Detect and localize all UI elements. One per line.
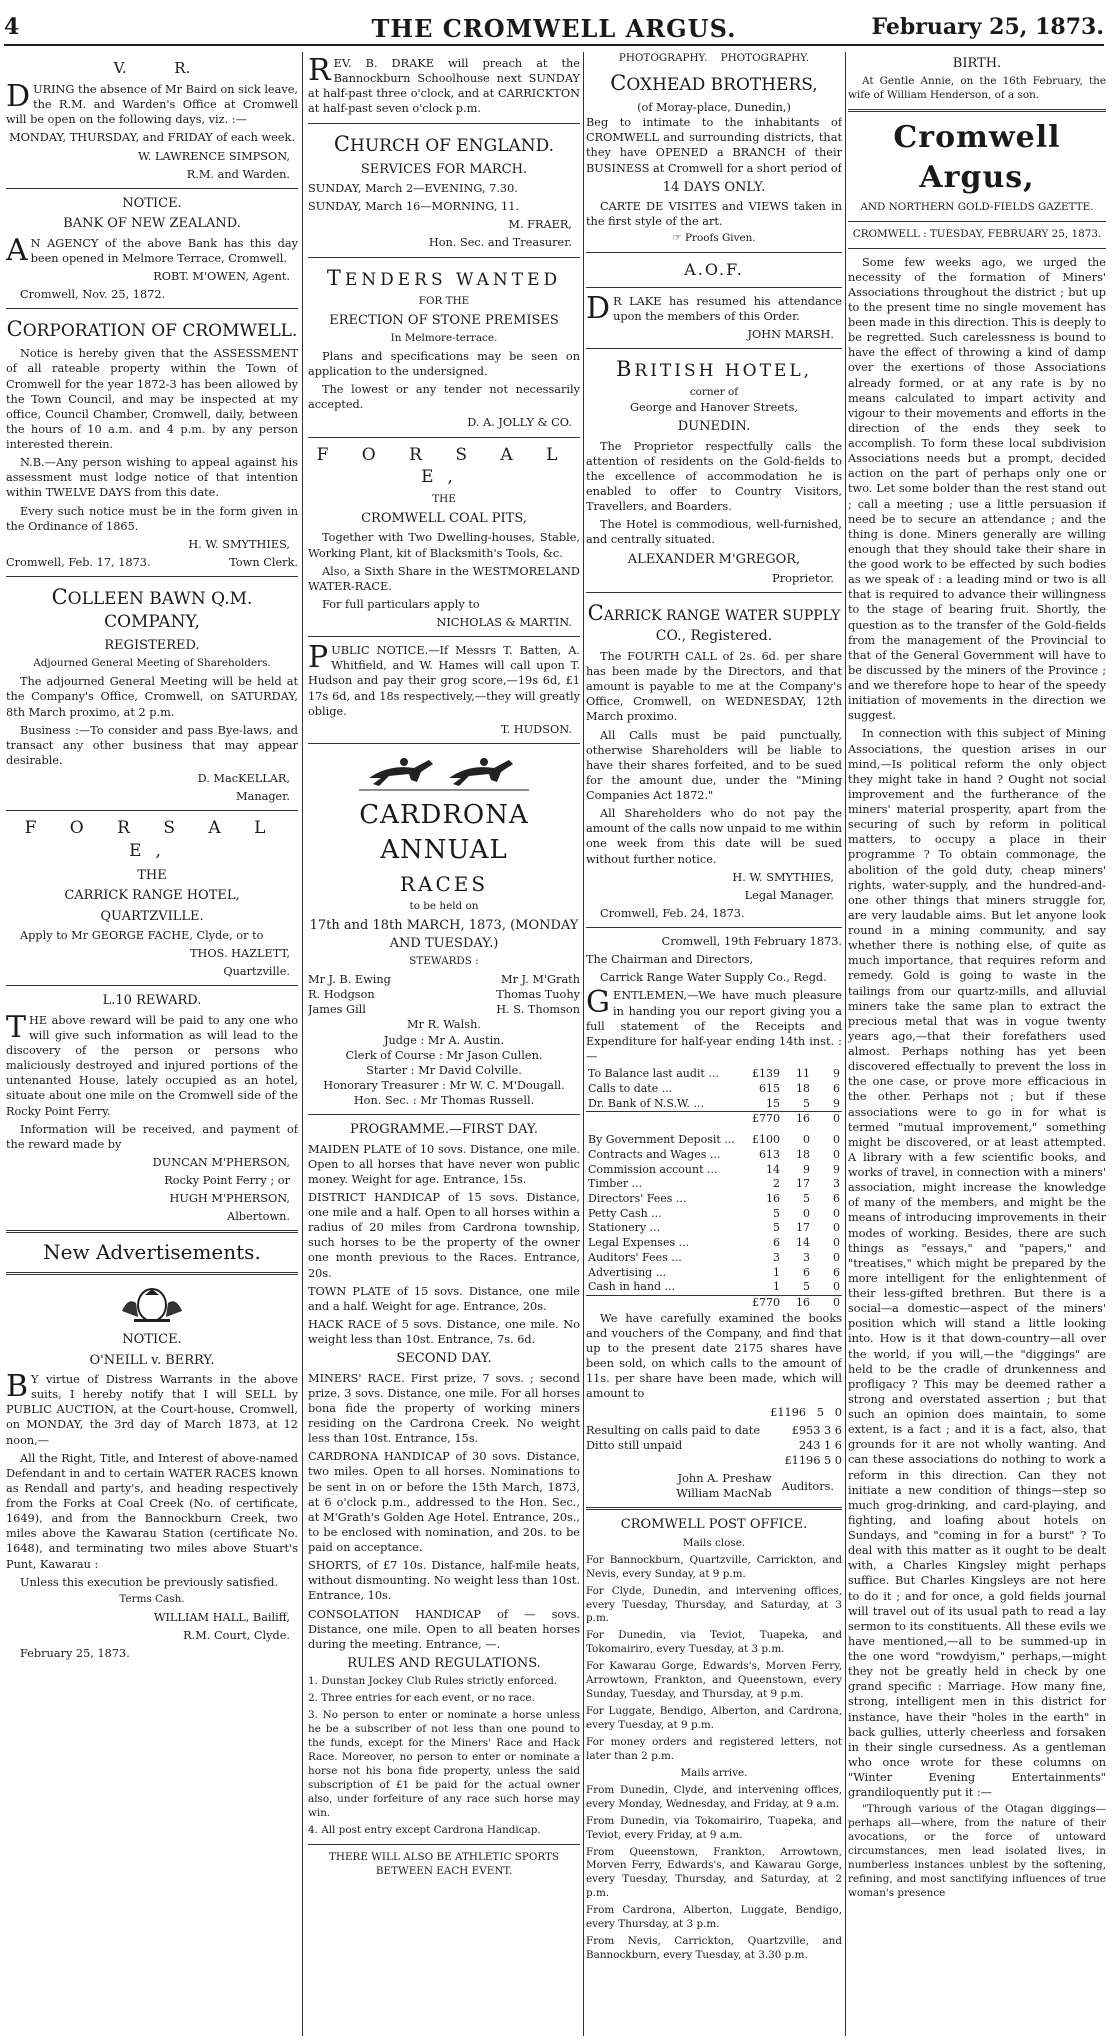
- account-row: Directors' Fees ... 16 5 6: [588, 1191, 840, 1205]
- treasurer: Honorary Treasurer : Mr W. C. M'Dougall.: [323, 1078, 565, 1092]
- coal-share: Also, a Sixth Share in the WESTMORELAND WATER-RACE.: [308, 564, 580, 593]
- warden-role: R.M. and Warden.: [186, 167, 290, 181]
- column-4: [848, 52, 1106, 2036]
- post-close-item: For Bannockburn, Quartzville, Carrickton, and Nevis, every Sunday, at 9 p.m.: [586, 1553, 842, 1580]
- terms: Terms Cash.: [119, 1592, 185, 1605]
- photography-heading: PHOTOGRAPHY. PHOTOGRAPHY.: [618, 52, 810, 64]
- church-signature: M. FRAER,: [508, 218, 572, 232]
- warden-notice-text: URING the absence of Mr Baird on sick leave, the R.M. and Warden's Office at Cromwell will be open on the following days, viz. :—: [6, 83, 298, 127]
- auction-details: All the Right, Title, and Interest of above-named Defendant in and to certain WATER RACES known as Rendall and party's, and heading respectively from the Forks at Coal Creek (No. of certificate, 1649), and from the Bannockburn Creek, two miles above the Kawarau Station (certificate No. 1648), and terminating two miles above Stuart's Punt, Kawarau :: [6, 1451, 298, 1571]
- race-item: CONSOLATION HANDICAP of — sovs. Distance, one mile. Open to all beaten horses during the meeting. Entrance, —.: [308, 1607, 580, 1651]
- editorial-dateline: CROMWELL : TUESDAY, FEBRUARY 25, 1873.: [852, 227, 1102, 240]
- audit-amount: £1196 5 0: [770, 1405, 842, 1419]
- reward-sig-1: DUNCAN M'PHERSON,: [152, 1155, 290, 1169]
- colleen-subtitle: Adjourned General Meeting of Shareholders.: [33, 657, 271, 670]
- royal-arms-icon: [112, 1281, 192, 1325]
- warden-signature: W. LAWRENCE SIMPSON,: [138, 149, 290, 163]
- legal-manager: Legal Manager.: [744, 888, 834, 902]
- auction-date: February 25, 1873.: [20, 1646, 130, 1660]
- steward: H. S. Thomson: [496, 1003, 580, 1017]
- expenditure-total: £770 16 0: [586, 1295, 842, 1311]
- fourteen-days: 14 DAYS ONLY.: [662, 179, 766, 195]
- notice-heading-2: NOTICE.: [122, 1332, 182, 1348]
- fourth-call: The FOURTH CALL of 2s. 6d. per share has been made by the Directors, and that amount is payable to me at the Company's Office, Cromwell, on WEDNESDAY, 12th March proximo.: [586, 649, 842, 724]
- reward-text: HE above reward will be paid to any one who will give such information as will lead to the discovery of the person or persons who maliciously destroyed and injured portions of the untenanted House, lately occupied as an hotel, situate about one mile on the Cromwell side of the Rocky Point Ferry.: [6, 1013, 298, 1118]
- smythies-signature: H. W. SMYTHIES,: [732, 870, 834, 884]
- post-close-item: For Kawarau Gorge, Edwards's, Morven Ferry, Arrowtown, Frankton, and Queenstown, every Sunday, Tuesday, and Thursday, at 9 p.m.: [586, 1660, 842, 1701]
- account-row: Advertising ... 1 6 6: [588, 1265, 840, 1279]
- drop-cap: T: [6, 1009, 27, 1045]
- editorial-paragraph: Some few weeks ago, we urged the necessity of the formation of Miners' Associations throughout the district ; but up to the present time no single movement has been made in this direction. This is deeply to be regretted. Such carelessness is bound to have the effect of throwing a kind of damp over the exertions of those Associations already formed, or at any rate is by no means calculated to impart activity and vigour to their movements and efforts in the direction of the ends they seek to accomplish. To form these local subdivision Associations needs but a prompt, decided action on the part of perhaps only one or two. Let some bolder than the rest stand out ; call a meeting ; use a little persuasion if need be to secure an attendance ; and the thing is done. Miners generally are willing enough that they should take their share in the good work to be effected by such bodies as we speak of : a leading mind or two is all that is required to advance their willingness to the stage of bearing fruit. Shortly, the question as to the transfer of the Gold-fields from the management of the Provincial to that of the General Government will have to be discussed by the miners of the Province ; and we therefore hope to hear of the speedy initiation of movements in the direction we suggest.: [848, 255, 1106, 723]
- aof-heading: A.O.F.: [684, 260, 744, 280]
- colleen-registered: REGISTERED.: [104, 637, 200, 653]
- auction-condition: Unless this execution be previously satisfied.: [20, 1575, 279, 1589]
- column-1: V. R. DURING the absence of Mr Baird on sick leave, the R.M. and Warden's Office at Cromwell will be open on the following days, viz. :— MONDAY, THURSDAY, and FRIDAY of each week. W. LAWRENCE SIMPSON, R.M. and Warden. NOTICE. BANK OF NEW ZEALAND. A N AGENCY of the above Bank has this day been opened in Melmore Terrace, Cromwell. ROBT. M'OWEN, Agent. Cromwell, Nov. 25, 1872. CORPORATION OF CROMWELL. Notice is hereby given that the ASSESSMENT of all rateable property within the Town of Cromwell for the year 1872-3 has been allowed by the Town Council, and may be inspected at my office, Council Chamber, Cromwell, daily, between the hours of 10 a.m. and 4 p.m. by any person interested therein. N.B.—Any person wishing to appeal against his assessment must lodge notice of that intention within TWELVE DAYS from this date. Every such notice must be in the form given in the Ordinance of 1865. H. W. SMYTHIES, Cromwell, Feb. 17, 1873. Town Clerk. COLLEEN BAWN Q.M. COMPANY, REGISTERED. Adjourned General Meeting of Shareholders. The adjourned General Meeting will be held at the Company's Office, Cromwell, on SATURDAY, 8th March proximo, at 2 p.m. Business :—To consider and pass Bye-laws, and transact any other business that may appear desirable. D. MacKELLAR, Manager. F O R S A L E, THE CARRICK RANGE HOTEL, QUARTZVILLE. Apply to Mr GEORGE FACHE, Clyde, or to THOS. HAZLETT, Quartzville. L.10 REWARD. THE above reward will be paid to any one who will give such information as will lead to the discovery of the person or persons who maliciously destroyed and injured portions of the untenanted House, lately occupied as an hotel, situate about one mile on the Cromwell side of the Rocky Point Ferry. Information will be received, and payment of the reward made by DUNCAN M'PHERSON, Rocky Point Ferry ; or HUGH M'PHERSON, Albertown. New Advertisements. NOTICE. O'NEILL v. BERRY. B Y virtue of Distress Warrants in the above suits, I hereby notify that I will SELL by PUBLIC AUCTION, at the Court-house, Cromwell, on MONDAY, the 3rd day of March 1873, at 12 noon,— All the Right, Title, and Interest of above-named Defendant in and to certain WATER RACES known as Rendall and party's, and heading respectively from the Forks at Coal Creek (No. of certificate, 1649), and from the Bannockburn Creek, two miles above the Kawarau Station (certificate No. 1648), and terminating two miles above Stuart's Punt, Kawarau : Unless this execution be previously satisfied. Terms Cash. WILLIAM HALL, Bailiff, R.M. Court, Clyde. February 25, 1873.: [6, 59, 298, 1660]
- bank-signature: ROBT. M'OWEN, Agent.: [153, 269, 290, 283]
- race-item: TOWN PLATE of 15 sovs. Distance, one mile and a half. Weight for age. Entrance, 20s.: [308, 1284, 580, 1313]
- rule-item: 4. All post entry except Cardrona Handicap.: [308, 1823, 541, 1836]
- drop-cap: R: [308, 53, 331, 88]
- auditor-2: William MacNab: [676, 1487, 772, 1501]
- races-title: RACES: [399, 871, 489, 896]
- steward: R. Hodgson: [308, 988, 375, 1002]
- public-notice: UBLIC NOTICE.—If Messrs T. Batten, A. Whitfield, and W. Hames will call upon T. Hudson and pay their grog score,—19s 6d, £1 17s 6d, and 18s respectively,—they will greatly oblige.: [308, 644, 580, 718]
- tenders-lowest: The lowest or any tender not necessarily accepted.: [308, 383, 580, 412]
- account-row: Calls to date ... 615 18 6: [588, 1081, 840, 1095]
- programme-heading: PROGRAMME.—FIRST DAY.: [350, 1122, 538, 1138]
- account-row: Commission account ... 14 9 9: [588, 1162, 840, 1176]
- issue-date: February 25, 1873.: [871, 14, 1104, 40]
- for-sale-heading: F O R S A L E,: [24, 818, 280, 862]
- steward: Mr J. M'Grath: [500, 973, 580, 987]
- church-title: HURCH OF ENGLAND.: [350, 135, 555, 156]
- column-rule: [583, 52, 584, 2036]
- for-sale-heading: F O R S A L E,: [316, 444, 572, 488]
- bank-date: Cromwell, Nov. 25, 1872.: [20, 288, 166, 302]
- post-close-item: For Clyde, Dunedin, and intervening offices, every Tuesday, Thursday, and Saturday, at 3 p.m.: [586, 1584, 842, 1625]
- report-date: Cromwell, 19th February 1873.: [661, 935, 842, 949]
- british-hotel-commodious: The Hotel is commodious, well-furnished, and centrally situated.: [586, 518, 842, 547]
- post-close-item: For money orders and registered letters, not later than 2 p.m.: [586, 1735, 842, 1762]
- carte-de-visites: CARTE DE VISITES and VIEWS taken in the first style of the art.: [586, 200, 842, 229]
- race-item: MAIDEN PLATE of 10 sovs. Distance, one mile. Open to all horses that have never won public money. Weight for age. Entrance, 15s.: [308, 1142, 580, 1186]
- racehorses-icon: [359, 750, 529, 792]
- resulting-paid-value: £953 3 6: [791, 1423, 842, 1437]
- steward: Thomas Tuohy: [496, 988, 580, 1002]
- bailiff-role: R.M. Court, Clyde.: [183, 1628, 290, 1642]
- streets: George and Hanover Streets,: [630, 401, 798, 415]
- editorial-paragraph: In connection with this subject of Mining Associations, the question arises in our mind,—Is political reform the only object they might take in hand ? Ought not social improvement and the furtherance of the miners' material prosperity, apart from the securing of such by reform in political matters, to occupy a place in their programme ? To obtain commonage, the abolition of the gold duty, cheap miners' rights, water-supply, and the hundred-and-one other things that miners struggle for, are very laudable aims. But let anyone look round in a mining community, and say whether there is nothing else, of quite as much importance, that requires reform and remedy. Gold is going to waste in the tailings from our quartz-mills, and alluvial miners take the same plan to extract the precious metal that was in vogue twenty years ago,—that their forefathers used almost. Perhaps nothing has yet been discovered effectually to prevent the loss in the one case, or prove more efficacious in the other. Perhaps not ; but if these associations were to go in for what is termed "mutual improvement," something might be discovered, or at least attempted. A library with a few scientific books, and works of travel, in connection with a miners' association, might increase the knowledge of many of the members, and might be the means of introducing improvements in their modes of working. Besides, there are such things as "essays," and "papers," and "treatises," which might be prepared by the more intelligent for the enlightenment of their less-gifted brethren. But there is a social—a domestic—aspect of the miners' position which will stand a little looking into. How is it that down-country—all over the world, if you will,—the "diggings" are held to be the cradle of drunkenness and profligacy ? This may be deemed rather a strong and overstated assertion ; but that such an opinion does maintain, to some extent, is a fact ; and it is a fact, also, that grounds for it are not wholly wanting. And can these associations do nothing to work a reform in this direction. Can they not initiate a new condition of things—step so much grog-drinking, and card-playing, and fighting, and loafing about hotels on Sundays, and "coming in for a burst" ? To deal with this matter as it ought to be dealt with, a Charles Kingsley might perhaps suffice. But Charles Kingsleys are not here to do it ; and for once, a gold fields journal will travel out of its usual path to read a lay sermon to its constituents. All these evils we have mentioned,—all to be summed-up in the one word "rowdyism," perhaps,—might they not be greatly held in check by one grand specific : Marriage. How many fine, strong, intelligent men in this district for instance, have their "holes in the earth" in back gullies, utterly cheerless and forsaken in their single cursedness. As a gentleman who once wrote for these columns on "Winter Evening Entertainments" grandiloquently put it :—: [848, 727, 1106, 1800]
- receipts-table: [586, 1067, 842, 1111]
- coal-details: Together with Two Dwelling-houses, Stable, Working Plant, kit of Blacksmith's Tools, &c.: [308, 531, 580, 560]
- reward-title: L.10 REWARD.: [102, 993, 202, 1009]
- corporation-role: Town Clerk.: [229, 555, 298, 569]
- auditors-role: Auditors.: [781, 1479, 834, 1493]
- post-arrive-item: From Nevis, Carrickton, Quartzville, and Bannockburn, every Tuesday, at 3.30 p.m.: [586, 1935, 842, 1962]
- page-number: 4: [4, 14, 20, 40]
- corporation-nb: N.B.—Any person wishing to appeal against his assessment must lodge notice of that intention within TWELVE DAYS from this date.: [6, 456, 298, 500]
- to-be-held: to be held on: [409, 900, 479, 913]
- race-item: HACK RACE of 5 sovs. Distance, one mile. No weight less than 10st. Entrance, 7s. 6d.: [308, 1317, 580, 1347]
- race-item: CARDRONA HANDICAP of 30 sovs. Distance, two miles. Open to all horses. Nominations to be sent in on or before the 15th March, 1873, at 6 o'clock p.m., addressed to the Hon. Sec., at M'Grath's Golden Age Hotel. Entrance, 20s., to be enclosed with nomination, and 20s. to be paid on acceptance.: [308, 1450, 580, 1555]
- post-arrive-item: From Dunedin, Clyde, and intervening offices, every Monday, Wednesday, and Friday, at 9 a.m.: [586, 1783, 842, 1810]
- bank-notice-text: N AGENCY of the above Bank has this day been opened in Melmore Terrace, Cromwell.: [30, 236, 298, 265]
- royal-cipher: V. R.: [113, 59, 191, 77]
- cardrona-title: CARDRONA ANNUAL: [359, 799, 529, 865]
- for-the: FOR THE: [418, 294, 470, 307]
- corporation-notice: Notice is hereby given that the ASSESSMENT of all rateable property within the Town of Cromwell for the year 1872-3 has been allowed by the Town Council, and may be inspected at my office, Council Chamber, Cromwell, daily, between the hours of 10 a.m. and 4 p.m. by any person interested therein.: [6, 347, 298, 452]
- receipts-total: £770 16 0: [586, 1111, 842, 1127]
- corporation-ordinance: Every such notice must be in the form given in the Ordinance of 1865.: [6, 504, 298, 533]
- coal-pits: CROMWELL COAL PITS,: [361, 511, 527, 527]
- mcgregor-signature: ALEXANDER M'GREGOR,: [627, 551, 801, 567]
- carrick-water-title: ARRICK RANGE WATER SUPPLY CO., Registered.: [603, 608, 841, 645]
- unpaid-calls: All Shareholders who do not pay the amount of the calls now unpaid to me within one week from this date will be sued without further notice.: [586, 807, 842, 866]
- still-unpaid-value: 243 1 6: [798, 1438, 842, 1452]
- hotel-place: QUARTZVILLE.: [100, 908, 204, 924]
- tenders-title: ENDERS WANTED: [344, 269, 562, 290]
- stewards-heading: STEWARDS :: [409, 955, 479, 968]
- account-row: Petty Cash ... 5 0 0: [588, 1206, 840, 1220]
- expenditure-table: [586, 1133, 842, 1295]
- second-day-heading: SECOND DAY.: [396, 1351, 492, 1367]
- hudson-signature: T. HUDSON.: [500, 722, 572, 736]
- corner-of: corner of: [689, 386, 739, 399]
- british-hotel-text: The Proprietor respectfully calls the attention of residents on the Gold-fields to the excellence of accommodation he is enabled to offer to Country Visitors, Travellers, and Boarders.: [586, 439, 842, 514]
- rule-item: 2. Three entries for each event, or no race.: [308, 1692, 535, 1705]
- tenders-plans: Plans and specifications may be seen on application to the undersigned.: [308, 349, 580, 379]
- account-row: Dr. Bank of N.S.W. ... 15 5 9: [588, 1096, 840, 1110]
- corporation-title: ORPORATION OF CROMWELL.: [22, 321, 298, 342]
- nicholas-signature: NICHOLAS & MARTIN.: [436, 616, 572, 630]
- coxhead-text: Beg to intimate to the inhabitants of CROMWELL and surrounding districts, that they have OPENED a BRANCH of their BUSINESS at Cromwell for a short period of: [586, 116, 842, 175]
- steward: Mr R. Walsh.: [407, 1018, 481, 1032]
- birth-heading: BIRTH.: [952, 56, 1002, 71]
- post-office-title: CROMWELL POST OFFICE.: [620, 1517, 808, 1533]
- account-row: Timber ... 2 17 3: [588, 1177, 840, 1191]
- drop-cap: G: [586, 985, 610, 1021]
- notice-heading: NOTICE.: [122, 195, 182, 211]
- race-item: DISTRICT HANDICAP of 15 sovs. Distance, one mile and a half. Open to all horses within a radius of 20 miles from Cardrona township, such horses to be the property of the owner one month previous to the Races. Entrance, 20s.: [308, 1190, 580, 1280]
- rules-heading: RULES AND REGULATIONS.: [347, 1655, 541, 1671]
- post-close-item: For Dunedin, via Teviot, Tuapeka, and Tokomairiro, every Tuesday, at 3 p.m.: [586, 1629, 842, 1656]
- drop-cap: D: [6, 79, 31, 115]
- proprietor: Proprietor.: [772, 571, 834, 585]
- account-row: Cash in hand ... 1 5 0: [588, 1280, 840, 1294]
- birth-notice: At Gentle Annie, on the 16th February, the wife of William Henderson, of a son.: [848, 75, 1106, 102]
- proofs-given: ☞ Proofs Given.: [672, 232, 756, 245]
- account-row: Auditors' Fees ... 3 3 0: [588, 1250, 840, 1264]
- account-row: By Government Deposit ... £100 0 0: [588, 1133, 840, 1147]
- column-rule: [302, 52, 303, 2036]
- erection: ERECTION OF STONE PREMISES: [329, 312, 559, 328]
- colleen-meeting: The adjourned General Meeting will be held at the Company's Office, Cromwell, on SATURDAY, 8th March proximo, at 2 p.m.: [6, 675, 298, 719]
- account-row: Legal Expenses ... 6 14 0: [588, 1236, 840, 1250]
- corporation-date: Cromwell, Feb. 17, 1873.: [6, 555, 151, 569]
- marsh-signature: JOHN MARSH.: [747, 327, 834, 341]
- water-notice-date: Cromwell, Feb. 24, 1873.: [600, 906, 745, 920]
- post-close-item: For Luggate, Bendigo, Alberton, and Cardrona, every Tuesday, at 9 p.m.: [586, 1705, 842, 1731]
- corporation-signature: H. W. SMYTHIES,: [188, 537, 290, 551]
- colleen-signature: D. MacKELLAR,: [197, 772, 290, 786]
- mails-arrive: Mails arrive.: [680, 1766, 748, 1779]
- audit-text: We have carefully examined the books and vouchers of the Company, and find that up to the present date 2175 shares have been sold, on which calls to the amount of 11s. per share have been made, which will amount to: [586, 1311, 842, 1401]
- account-row: To Balance last audit ... £139 11 9: [588, 1067, 840, 1081]
- drop-cap: B: [6, 1369, 29, 1405]
- melmore-terrace: In Melmore-terrace.: [390, 332, 498, 344]
- starter: Starter : Mr David Colville.: [366, 1063, 522, 1077]
- jolly-signature: D. A. JOLLY & CO.: [467, 416, 572, 430]
- reward-sig-2: Rocky Point Ferry ; or: [164, 1174, 290, 1188]
- steward: Mr J. B. Ewing: [308, 973, 391, 987]
- drop-cap: A: [6, 232, 28, 268]
- resulting-total: £1196 5 0: [784, 1453, 842, 1467]
- the-label: THE: [432, 493, 456, 506]
- post-arrive-item: From Dunedin, via Tokomairiro, Tuapeka, and Teviot, every Friday, at 9 a.m.: [586, 1814, 842, 1841]
- hazlett-name: THOS. HAZLETT,: [190, 947, 290, 961]
- service-1: SUNDAY, March 2—EVENING, 7.30.: [308, 182, 518, 196]
- clerk-of-course: Clerk of Course : Mr Jason Cullen.: [345, 1048, 543, 1062]
- post-arrive-item: From Queenstown, Frankton, Arrowtown, Morven Ferry, Edwards's, and Kawarau Gorge, every Tuesday, Thursday, and Saturday, at 2 p.m.: [586, 1845, 842, 1900]
- service-2: SUNDAY, March 16—MORNING, 11.: [308, 200, 519, 214]
- report-to-2: Carrick Range Water Supply Co., Regd.: [600, 971, 827, 985]
- coxhead-title: OXHEAD BROTHERS,: [626, 74, 818, 95]
- column-2: REV. B. DRAKE will preach at the Bannockburn Schoolhouse next SUNDAY at half-past three o'clock, and at CARRICKTON at half-past seven o'clock p.m. CHURCH OF ENGLAND. SERVICES FOR MARCH. SUNDAY, March 2—EVENING, 7.30. SUNDAY, March 16—MORNING, 11. M. FRAER, Hon. Sec. and Treasurer. TENDERS WANTED FOR THE ERECTION OF STONE PREMISES In Melmore-terrace. Plans and specifications may be seen on application to the undersigned. The lowest or any tender not necessarily accepted. D. A. JOLLY & CO. F O R S A L E, THE CROMWELL COAL PITS, Together with Two Dwelling-houses, Stable, Working Plant, kit of Blacksmith's Tools, &c. Also, a Sixth Share in the WESTMORELAND WATER-RACE. For full particulars apply to NICHOLAS & MARTIN. PUBLIC NOTICE.—If Messrs T. Batten, A. Whitfield, and W. Hames will call upon T. Hudson and pay their grog score,—19s 6d, £1 17s 6d, and 18s respectively,—they will greatly oblige. T. HUDSON. CARDRONA ANNUAL RACES to be held on 17th and 18th MARCH, 1873, (MONDAY AND TUESDAY.) STEWARDS : Mr J. B. Ewing Mr J. M'Grath R. Hodgson Thomas Tuohy James Gill H. S. Thomson Mr R. Walsh. Judge : Mr A. Austin. Clerk of Course : Mr Jason Cullen. Starter : Mr David Colville. Honorary Treasurer : Mr W. C. M'Dougall. Hon. Sec. : Mr Thomas Russell. PROGRAMME.—FIRST DAY. MAIDEN PLATE of 10 sovs. Distance, one mile. Open to all horses that have never won public money. Weight for age. Entrance, 15s. DISTRICT HANDICAP of 15 sovs. Distance, one mile and a half. Open to all horses within a radius of 20 miles from Cardrona township, such horses to be the property of the owner one month previous to the Races. Entrance, 20s. TOWN PLATE of 15 sovs. Distance, one mile and a half. Weight for age. Entrance, 20s. HACK RACE of 5 sovs. Distance, one mile. No weight less than 10st. Entrance, 7s. 6d. SECOND DAY. MINERS' RACE. First prize, 7 sovs. ; second prize, 3 sovs. Distance, one mile. For all horses bona fide the property of working miners residing on the Cardrona Creek. No weight less than 10st. Entrance, 15s. CARDRONA HANDICAP of 30 sovs. Distance, two miles. Open to all horses. Nominations to be sent in on or before the 15th March, 1873, at 6 o'clock p.m., addressed to the Hon. Sec., at M'Grath's Golden Age Hotel. Entrance, 20s., to be enclosed with nomination, and 20s. to be paid on acceptance. SHORTS, of £7 10s. Distance, half-mile heats, without dismounting. No weight less than 10st. Entrance, 10s. CONSOLATION HANDICAP of — sovs. Distance, one mile. Open to all beaten horses during the meeting. Entrance, —. RULES AND REGULATIONS. 1. Dunstan Jockey Club Rules strictly enforced. 2. Three entries for each event, or no race. 3. No person to enter or nominate a horse unless he be a subscriber of not less than one pound to the funds, except for the Miners' Race and Hack Race. Moreover, no person to enter or nominate a horse not his bona fide property, unless the said subscription of £1 be paid for the actual owner also, under forfeiture of any race such horse may win. 4. All post entry except Cardrona Handicap. THERE WILL ALSO BE ATHLETIC SPORTS BETWEEN EACH EVENT.: [308, 53, 580, 1877]
- rule-item: 3. No person to enter or nominate a horse unless he be a subscriber of not less than one pound to the funds, except for the Miners' Race and Hack Race. Moreover, no person to enter or nominate a horse not his bona fide property, unless the said subscription of £1 be paid for the actual owner also, under forfeiture of any race such horse may win.: [308, 1709, 580, 1819]
- drop-cap: P: [308, 640, 329, 676]
- steward: James Gill: [308, 1003, 366, 1017]
- judge: Judge : Mr A. Austin.: [383, 1033, 505, 1047]
- post-arrive-item: From Cardrona, Alberton, Luggate, Bendigo, every Thursday, at 3 p.m.: [586, 1904, 842, 1931]
- calls-punctually: All Calls must be paid punctually, otherwise Shareholders will be liable to have their shares forfeited, and to be sued for the amount due, under the "Mining Companies Act 1872.": [586, 728, 842, 803]
- drake-notice: EV. B. DRAKE will preach at the Bannockburn Schoolhouse next SUNDAY at half-past three o'clock, and at CARRICKTON at half-past seven o'clock p.m.: [308, 57, 580, 116]
- colleen-business: Business :—To consider and pass Bye-laws, and transact any other business that may appear desirable.: [6, 723, 298, 767]
- masthead-blackletter: Cromwell Argus,: [893, 120, 1061, 196]
- services-heading: SERVICES FOR MARCH.: [360, 161, 528, 177]
- paper-title: THE CROMWELL ARGUS.: [371, 14, 737, 43]
- account-row: Stationery ... 5 17 0: [588, 1221, 840, 1235]
- reward-payment: Information will be received, and payment of the reward made by: [6, 1122, 298, 1151]
- hon-sec: Hon. Sec. : Mr Thomas Russell.: [353, 1094, 535, 1108]
- dunedin: DUNEDIN.: [677, 419, 751, 435]
- report-to-1: The Chairman and Directors,: [586, 953, 754, 967]
- auction-text: Y virtue of Distress Warrants in the above suits, I hereby notify that I will SELL by PUBLIC AUCTION, at the Court-house, Cromwell, on MONDAY, the 3rd day of March 1873, at 12 noon,—: [6, 1373, 298, 1447]
- race-item: MINERS' RACE. First prize, 7 sovs. ; second prize, 3 sovs. Distance, one mile. For all horses bona fide the property of working miners residing on the Cardrona Creek. No weight less than 10st. Entrance, 15s.: [308, 1371, 580, 1446]
- masthead-subtitle: AND NORTHERN GOLD-FIELDS GAZETTE.: [860, 200, 1094, 213]
- athletic-sports: THERE WILL ALSO BE ATHLETIC SPORTS BETWEEN EACH EVENT.: [328, 1850, 560, 1877]
- new-advertisements-heading: New Advertisements.: [43, 1240, 261, 1265]
- hotel-apply: Apply to Mr GEORGE FACHE, Clyde, or to: [20, 929, 264, 943]
- bailiff-name: WILLIAM HALL, Bailiff,: [153, 1610, 290, 1624]
- bank-title: BANK OF NEW ZEALAND.: [63, 216, 241, 232]
- colleen-bawn-title: OLLEEN BAWN Q.M. COMPANY,: [67, 589, 253, 633]
- moray-place: (of Moray-place, Dunedin,): [637, 101, 791, 115]
- drop-cap: D: [586, 290, 611, 326]
- auditor-1: John A. Preshaw: [677, 1472, 772, 1486]
- reward-sig-4: Albertown.: [227, 1210, 290, 1224]
- hazlett-place: Quartzville.: [223, 965, 290, 979]
- colleen-role: Manager.: [236, 790, 290, 804]
- report-text: ENTLEMEN,—We have much pleasure in handing you our report giving you a full statement of the Receipts and Expenditure for half-year ending 14th inst. :—: [586, 989, 842, 1063]
- race-dates: 17th and 18th MARCH, 1873, (MONDAY AND TUESDAY.): [309, 918, 579, 951]
- account-row: Contracts and Wages ... 613 18 0: [588, 1147, 840, 1161]
- masthead: [4, 14, 1104, 46]
- still-unpaid: Ditto still unpaid: [586, 1438, 683, 1452]
- reward-sig-3: HUGH M'PHERSON,: [169, 1192, 290, 1206]
- coal-apply: For full particulars apply to: [322, 597, 480, 611]
- lake-notice: R LAKE has resumed his attendance upon the members of this Order.: [613, 294, 842, 323]
- hotel-name: CARRICK RANGE HOTEL,: [64, 888, 240, 904]
- editorial-quote: "Through various of the Otagan diggings—perhaps all—where, from the nature of their avocations, or the force of untoward circumstances, men lead isolated lives, in numberless instances unblest by the softening, refining, and most sanctifying influences of true woman's presence: [848, 1803, 1106, 1899]
- case-title: O'NEILL v. BERRY.: [89, 1352, 215, 1368]
- warden-days: MONDAY, THURSDAY, and FRIDAY of each week.: [9, 131, 295, 145]
- resulting-paid: Resulting on calls paid to date: [586, 1423, 760, 1437]
- column-3: PHOTOGRAPHY. PHOTOGRAPHY. COXHEAD BROTHERS, (of Moray-place, Dunedin,) Beg to intimate to the inhabitants of CROMWELL and surrounding districts, that they have OPENED a BRANCH of their BUSINESS at Cromwell for a short period of 14 DAYS ONLY. CARTE DE VISITES and VIEWS taken in the first style of the art. ☞ Proofs Given. A.O.F. D R LAKE has resumed his attendance upon the members of this Order. JOHN MARSH. BRITISH HOTEL, corner of George and Hanover Streets, DUNEDIN. The Proprietor respectfully calls the attention of residents on the Gold-fields to the excellence of accommodation he is enabled to offer to Country Visitors, Travellers, and Boarders. The Hotel is commodious, well-furnished, and centrally situated. ALEXANDER M'GREGOR, Proprietor. CARRICK RANGE WATER SUPPLY CO., Registered. The FOURTH CALL of 2s. 6d. per share has been made by the Directors, and that amount is payable to me at the Company's Office, Cromwell, on WEDNESDAY, 12th March proximo. All Calls must be paid punctually, otherwise Shareholders will be liable to have their shares forfeited, and to be sued for the amount due, under the "Mining Companies Act 1872." All Shareholders who do not pay the amount of the calls now unpaid to me within one week from this date will be sued without further notice. H. W. SMYTHIES, Legal Manager. Cromwell, Feb. 24, 1873. Cromwell, 19th February 1873. The Chairman and Directors, Carrick Range Water Supply Co., Regd. GENTLEMEN,—We have much pleasure in handing you our report giving you a full statement of the Receipts and Expenditure for half-year ending 14th inst. :— To Balance last audit ... £139 11 9 Calls to date ... 615 18 6 Dr. Bank of N.S.W. ... 15 5 9 £770 16 0 By Government Deposit ... £100 0 0 Contracts and Wages ... 613 18 0 Commission account ... 14 9 9 Timber ... 2 17 3 Directors' Fees ... 16 5 6 Petty Cash ... 5 0 0 Stationery ... 5 17 0 Legal Expenses ... 6 14 0 Auditors' Fees ... 3 3 0 Advertising ... 1 6 6 Cash in hand ... 1 5 0 £770 16 0 We have carefully examined the books and vouchers of the Company, and find that up to the present date 2175 shares have been sold, on which calls to the amount of 11s. per share have been made, which will amount to £1196 5 0 Resulting on calls paid to date £953 3 6 Ditto still unpaid 243 1 6 £1196 5 0 John A. Preshaw William MacNab Auditors. CROMWELL POST OFFICE. Mails close. For Bannockburn, Quartzville, Carrickton, and Nevis, every Sunday, at 9 p.m. For Clyde, Dunedin, and intervening offices, every Tuesday, Thursday, and Saturday, at 3 p.m. For Dunedin, via Teviot, Tuapeka, and Tokomairiro, every Tuesday, at 3 p.m. For Kawarau Gorge, Edwards's, Morven Ferry, Arrowtown, Frankton, and Queenstown, every Sunday, Tuesday, and Thursday, at 9 p.m. For Luggate, Bendigo, Alberton, and Cardrona, every Tuesday, at 9 p.m. For money orders and registered letters, not later than 2 p.m. Mails arrive. From Dunedin, Clyde, and intervening offices, every Monday, Wednesday, and Friday, at 9 a.m. From Dunedin, via Tokomairiro, Tuapeka, and Teviot, every Friday, at 9 a.m. From Queenstown, Frankton, Arrowtown, Morven Ferry, Edwards's, and Kawarau Gorge, every Tuesday, Thursday, and Saturday, at 2 p.m. From Cardrona, Alberton, Luggate, Bendigo, every Thursday, at 3 p.m. From Nevis, Carrickton, Quartzville, and Bannockburn, every Tuesday, at 3.30 p.m.: [586, 52, 842, 1962]
- british-hotel-title: RITISH HOTEL,: [634, 361, 813, 382]
- rule-item: 1. Dunstan Jockey Club Rules strictly enforced.: [308, 1675, 558, 1688]
- column-rule: [845, 52, 846, 2036]
- mails-close: Mails close.: [682, 1536, 746, 1549]
- the-label: THE: [137, 867, 167, 883]
- race-item: SHORTS, of £7 10s. Distance, half-mile heats, without dismounting. No weight less than 10st. Entrance, 10s.: [308, 1559, 580, 1603]
- church-role: Hon. Sec. and Treasurer.: [428, 236, 572, 250]
